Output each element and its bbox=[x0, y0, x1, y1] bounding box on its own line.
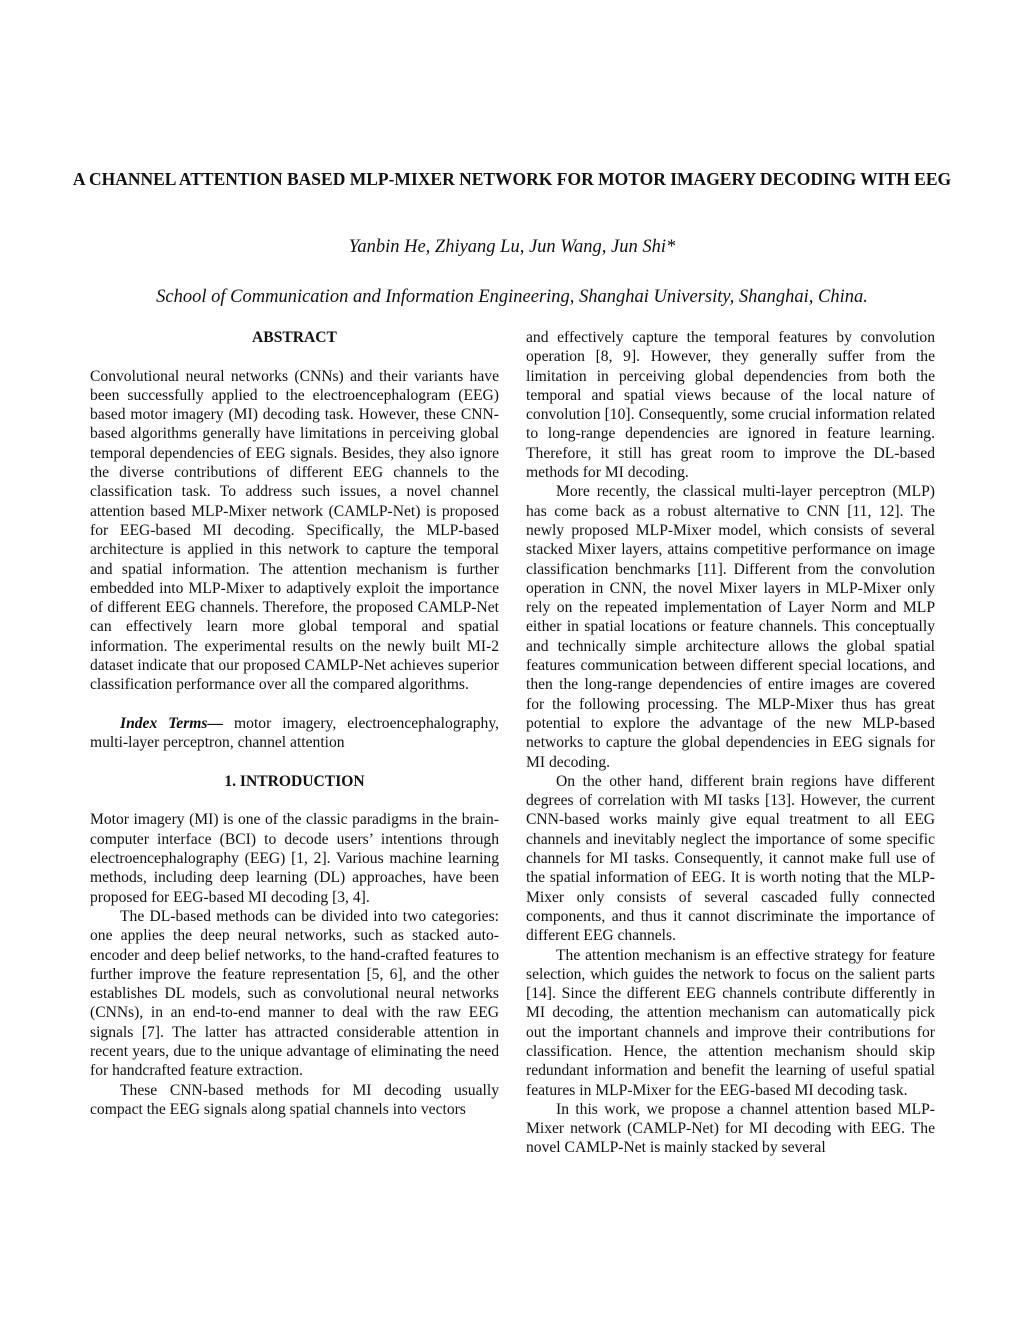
intro-paragraph: and effectively capture the temporal features by convolution operation [8, 9]. However, they generally suffer from the limitation in perceiving global dependencies from both the temporal and spatial views because of the local nature of convolution [10]. Consequently, some crucial information related to long-range dependencies are ignored in feature learning. Therefore, it still has great room to improve the DL-based methods for MI decoding. bbox=[526, 329, 935, 482]
intro-paragraph: More recently, the classical multi-layer perceptron (MLP) has come back as a robust alternative to CNN [11, 12]. The newly proposed MLP-Mixer model, which consists of several stacked Mixer layers, attains competitive performance on image classification benchmarks [11]. Different from the convolution operation in CNN, the novel Mixer layers in MLP-Mixer only rely on the repeated implementation of Layer Norm and MLP either in spatial locations or feature channels. This conceptually and technically simple architecture allows the global spatial features communication between different special locations, and then the long-range dependencies of entire images are covered for the following processing. The MLP-Mixer thus has great potential to explore the advantage of the new MLP-based networks to capture the global dependencies in EEG signals for MI decoding. bbox=[526, 483, 935, 771]
intro-paragraph: In this work, we propose a channel attention based MLP-Mixer network (CAMLP-Net) for MI decoding with EEG. The novel CAMLP-Net is mainly stacked by several bbox=[526, 1100, 935, 1157]
index-terms bbox=[90, 714, 499, 753]
intro-paragraph: Motor imagery (MI) is one of the classic paradigms in the brain-computer interface (BCI) to decode users’ intentions through electroencephalography (EEG) [1, 2]. Various machine learning methods, including deep learning (DL) approaches, have been proposed for EEG-based MI decoding [3, 4]. bbox=[90, 811, 499, 906]
right-column bbox=[526, 328, 935, 1158]
index-terms-text: motor imagery, electroencephalography, multi-layer perceptron, channel attention bbox=[90, 714, 499, 752]
left-column bbox=[90, 328, 499, 1119]
author-list: Yanbin He, Zhiyang Lu, Jun Wang, Jun Shi* bbox=[348, 237, 676, 257]
intro-paragraph: The DL-based methods can be divided into two categories: one applies the deep neural networks, such as stacked auto-encoder and deep belief networks, to the hand-crafted features to further improve the feature representation [5, 6], and the other establishes DL models, such as convolutional neural networks (CNNs), in an end-to-end manner to deal with the raw EEG signals [7]. The latter has attracted considerable attention in recent years, due to the unique advantage of eliminating the need for handcrafted feature extraction. bbox=[90, 907, 499, 1080]
abstract-text: Convolutional neural networks (CNNs) and their variants have been successfully applied to the electroencephalogram (EEG) based motor imagery (MI) decoding task. However, these CNN-based algorithms generally have limitations in perceiving global temporal dependencies of EEG signals. Besides, they also ignore the diverse contributions of different EEG channels to the classification task. To address such issues, a novel channel attention based MLP-Mixer network (CAMLP-Net) is proposed for EEG-based MI decoding. Specifically, the MLP-based architecture is applied in this network to capture the temporal and spatial information. The attention mechanism is further embedded into MLP-Mixer to adaptively exploit the importance of different EEG channels. Therefore, the proposed CAMLP-Net can effectively learn more global temporal and spatial information. The experimental results on the newly built MI-2 dataset indicate that our proposed CAMLP-Net achieves superior classification performance over all the compared algorithms. bbox=[90, 367, 499, 694]
index-terms-label: Index Terms— bbox=[120, 714, 224, 732]
intro-paragraph: The attention mechanism is an effective strategy for feature selection, which guides the network to focus on the salient parts [14]. Since the different EEG channels contribute differently in MI decoding, the attention mechanism can automatically pick out the important channels and improve their contributions for classification. Hence, the attention mechanism should skip redundant information and benefit the learning of useful spatial features in MLP-Mixer for the EEG-based MI decoding task. bbox=[526, 946, 935, 1099]
affiliation: School of Communication and Information Engineering, Shanghai University, Shanghai, China. bbox=[156, 287, 868, 307]
paper-title: A CHANNEL ATTENTION BASED MLP-MIXER NETWORK FOR MOTOR IMAGERY DECODING WITH EEG bbox=[72, 169, 952, 189]
abstract-heading: ABSTRACT bbox=[252, 329, 337, 346]
introduction-heading: 1. INTRODUCTION bbox=[224, 772, 365, 790]
intro-paragraph: On the other hand, different brain regions have different degrees of correlation with MI tasks [13]. However, the current CNN-based works mainly give equal treatment to all EEG channels and inevitably neglect the importance of some specific channels for MI tasks. Consequently, it cannot make full use of the spatial information of EEG. It is worth noting that the MLP-Mixer only consists of several cascaded fully connected components, and thus it cannot discriminate the importance of different EEG channels. bbox=[526, 772, 935, 945]
intro-paragraph: These CNN-based methods for MI decoding usually compact the EEG signals along spatial channels into vectors bbox=[90, 1081, 499, 1118]
